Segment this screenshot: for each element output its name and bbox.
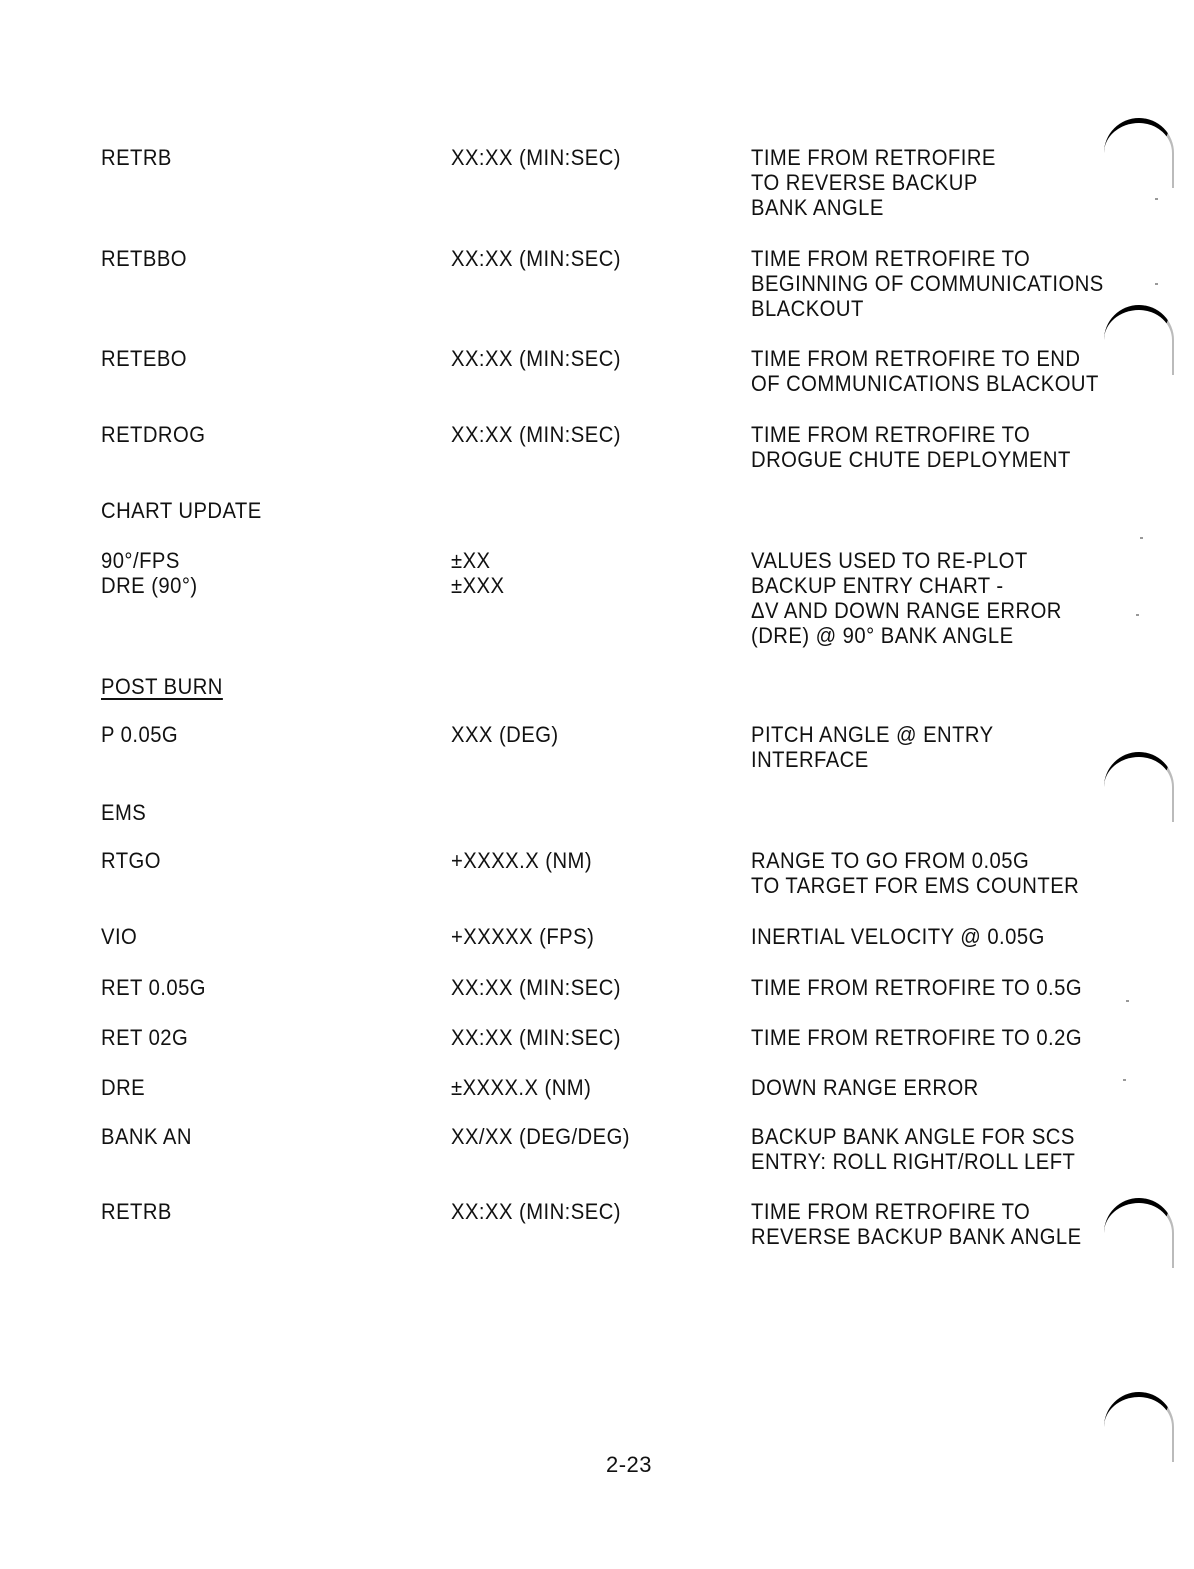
param-name-line: DRE (90°) — [101, 573, 198, 598]
description-line: OF COMMUNICATIONS BLACKOUT — [751, 371, 1099, 396]
param-description — [751, 1124, 1075, 1174]
section-heading: CHART UPDATE — [101, 498, 262, 523]
scan-speck — [1126, 1000, 1129, 1002]
param-format: XX:XX (MIN:SEC) — [451, 1199, 621, 1224]
param-format: XX/XX (DEG/DEG) — [451, 1124, 630, 1149]
param-format: XX:XX (MIN:SEC) — [451, 1025, 621, 1050]
description-line: TO REVERSE BACKUP — [751, 170, 978, 195]
param-format: XX:XX (MIN:SEC) — [451, 422, 621, 447]
description-line: ENTRY: ROLL RIGHT/ROLL LEFT — [751, 1149, 1076, 1174]
description-line: BLACKOUT — [751, 296, 864, 321]
param-name: RET 02G — [101, 1025, 189, 1050]
description-line: BACKUP BANK ANGLE FOR SCS — [751, 1124, 1075, 1149]
description-line: BACKUP ENTRY CHART - — [751, 573, 1004, 598]
description-line: BEGINNING OF COMMUNICATIONS — [751, 271, 1104, 296]
description-line: INERTIAL VELOCITY @ 0.05G — [751, 924, 1045, 949]
description-line: TIME FROM RETROFIRE TO — [751, 422, 1031, 447]
param-name: BANK AN — [101, 1124, 192, 1149]
param-description — [751, 1025, 1082, 1050]
param-description — [751, 246, 1104, 321]
description-line: TIME FROM RETROFIRE TO 0.5G — [751, 975, 1083, 1000]
param-name: RETRB — [101, 1199, 172, 1224]
description-line: TIME FROM RETROFIRE TO 0.2G — [751, 1025, 1083, 1050]
description-line: (DRE) @ 90° BANK ANGLE — [751, 623, 1014, 648]
param-description — [751, 848, 1079, 898]
scan-speck — [1136, 614, 1139, 616]
punch-hole — [1104, 305, 1174, 375]
param-name — [101, 548, 198, 598]
param-description — [751, 1075, 979, 1100]
param-description — [751, 422, 1071, 472]
param-name: RETBBO — [101, 246, 187, 271]
punch-hole — [1104, 118, 1174, 188]
scan-speck — [1155, 198, 1158, 200]
param-description — [751, 548, 1062, 648]
description-line: DROGUE CHUTE DEPLOYMENT — [751, 447, 1071, 472]
param-format: +XXXXX (FPS) — [451, 924, 595, 949]
description-line: TIME FROM RETROFIRE TO — [751, 1199, 1031, 1224]
param-name: P 0.05G — [101, 722, 179, 747]
punch-hole — [1104, 752, 1174, 822]
param-format-line: ±XXX — [451, 573, 505, 598]
param-name: RETEBO — [101, 346, 187, 371]
param-name: RETRB — [101, 145, 172, 170]
param-description — [751, 1199, 1082, 1249]
param-description — [751, 145, 996, 220]
section-heading: POST BURN — [101, 674, 223, 699]
description-line: ΔV AND DOWN RANGE ERROR — [751, 598, 1062, 623]
description-line: PITCH ANGLE @ ENTRY — [751, 722, 994, 747]
punch-hole — [1104, 1198, 1174, 1268]
param-name: RTGO — [101, 848, 161, 873]
param-description — [751, 346, 1099, 396]
description-line: BANK ANGLE — [751, 195, 884, 220]
param-format: XX:XX (MIN:SEC) — [451, 246, 621, 271]
param-format: XXX (DEG) — [451, 722, 559, 747]
param-name: RET 0.05G — [101, 975, 207, 1000]
param-name: VIO — [101, 924, 138, 949]
description-line: TIME FROM RETROFIRE — [751, 145, 996, 170]
description-line: DOWN RANGE ERROR — [751, 1075, 979, 1100]
punch-hole — [1104, 1392, 1174, 1462]
param-format: +XXXX.X (NM) — [451, 848, 593, 873]
param-name-line: 90°/FPS — [101, 548, 180, 573]
param-format: XX:XX (MIN:SEC) — [451, 975, 621, 1000]
description-line: VALUES USED TO RE-PLOT — [751, 548, 1028, 573]
param-format: XX:XX (MIN:SEC) — [451, 346, 621, 371]
description-line: REVERSE BACKUP BANK ANGLE — [751, 1224, 1082, 1249]
param-format: XX:XX (MIN:SEC) — [451, 145, 621, 170]
param-description — [751, 924, 1045, 949]
param-format: ±XXXX.X (NM) — [451, 1075, 592, 1100]
param-name: DRE — [101, 1075, 146, 1100]
section-heading: EMS — [101, 800, 147, 825]
param-name: RETDROG — [101, 422, 206, 447]
description-line: TO TARGET FOR EMS COUNTER — [751, 873, 1080, 898]
param-format-line: ±XX — [451, 548, 491, 573]
page-number: 2-23 — [606, 1452, 653, 1477]
description-line: TIME FROM RETROFIRE TO — [751, 246, 1031, 271]
description-line: RANGE TO GO FROM 0.05G — [751, 848, 1030, 873]
scan-speck — [1123, 1079, 1126, 1081]
scan-speck — [1155, 283, 1158, 285]
description-line: INTERFACE — [751, 747, 869, 772]
scan-speck — [1140, 537, 1143, 539]
param-description — [751, 722, 994, 772]
param-description — [751, 975, 1082, 1000]
description-line: TIME FROM RETROFIRE TO END — [751, 346, 1081, 371]
param-format — [451, 548, 504, 598]
